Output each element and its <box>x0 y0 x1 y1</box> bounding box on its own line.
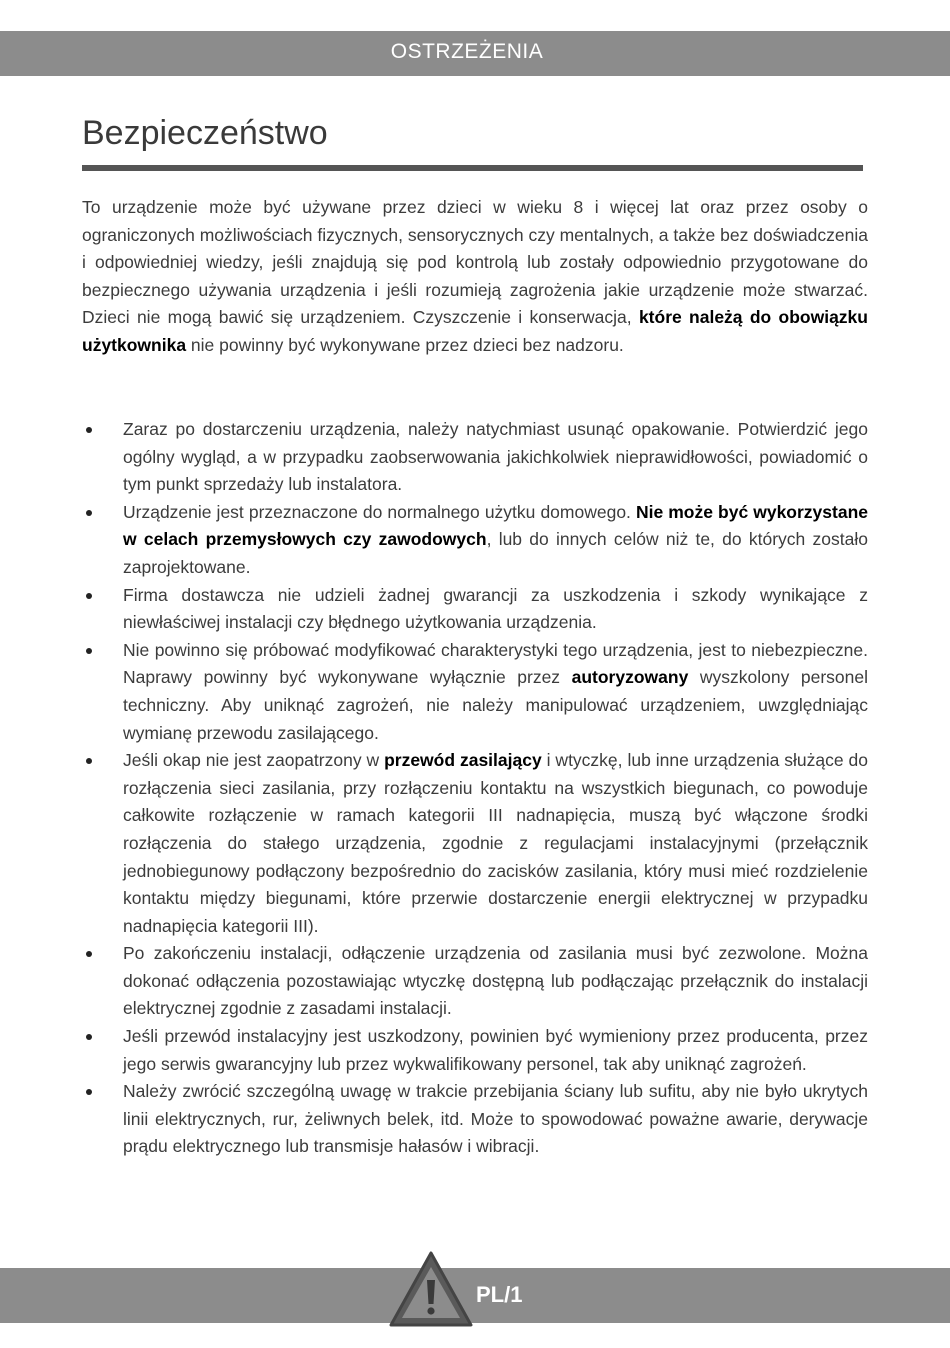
warning-item <box>82 499 868 582</box>
warning-text: Jeśli przewód instalacyjny jest uszkodzony, powinien być wymieniony przez producenta, przez jego serwis gwarancyjny lub przez wykwalifikowany personel, tak aby uniknąć zagrożeń. <box>123 1026 868 1074</box>
page-title: Bezpieczeństwo <box>82 114 328 152</box>
warning-text-end: i wtyczkę, lub inne urządzenia służące do rozłączenia sieci zasilania, przy rozłączeniu kontaktu na wszystkich biegunach, co powoduje całkowite rozłączenie w ramach kategorii III nadnapięcia, muszą być włączone środki rozłączenia do stałego urządzenia, zgodnie z regulacjami instalacyjnymi (przełącznik jednobiegunowy podłączony bezpośrednio do zacisków zasilania, który musi mieć rozdzielenie kontaktu między biegunami, które przerwie dostarczenie energii elektrycznej w przypadku nadnapięcia kategorii III). <box>123 750 868 936</box>
warning-text: Firma dostawcza nie udzieli żadnej gwarancji za uszkodzenia i szkody wynikające z niewłaściwej instalacji czy błędnego użytkowania urządzenia. <box>123 584 868 633</box>
warning-emphasis: autoryzowany <box>571 667 689 688</box>
bullet-dot-icon <box>86 951 92 957</box>
warning-text: Zaraz po dostarczeniu urządzenia, należy natychmiast usunąć opakowanie. Potwierdzić jego ogólny wygląd, a w przypadku zaobserwowania jakichkolwiek nieprawidłowości, powiadomić o tym punkt sprzedaży lub instalatora. <box>123 419 868 495</box>
warning-text: Należy zwrócić szczególną uwagę w trakcie przebijania ściany lub sufitu, aby nie było ukrytych linii elektrycznych, rur, żeliwnych belek, itd. Może to spowodować poważne awarie, derywacje prądu elektrycznego lub transmisje hałasów i wibracji. <box>123 1081 868 1157</box>
title-divider <box>82 165 863 171</box>
warning-item <box>82 416 868 499</box>
intro-paragraph <box>82 194 868 360</box>
warning-emphasis: przewód zasilający <box>384 750 542 771</box>
warning-item <box>82 1078 868 1161</box>
bullet-dot-icon <box>86 427 92 433</box>
warning-emphasis: Nie może być wykorzystane w celach przemysłowych czy zawodowych <box>123 501 868 550</box>
warning-text: Urządzenie jest przeznaczone do normalnego użytku domowego. <box>123 501 636 522</box>
bullet-dot-icon <box>86 1089 92 1095</box>
bullet-dot-icon <box>86 758 92 764</box>
warning-text: Nie powinno się próbować modyfikować charakterystyki tego urządzenia, jest to niebezpieczne. Naprawy powinny być wykonywane wyłącznie przez <box>123 639 868 688</box>
footer-bar <box>0 1268 950 1323</box>
bullet-dot-icon <box>86 648 92 654</box>
warning-item <box>82 582 868 637</box>
warning-text: Jeśli okap nie jest zaopatrzony w <box>123 750 385 771</box>
warning-text-end: , lub do innych celów niż te, do których zostało zaprojektowane. <box>123 529 868 577</box>
page-number: PL/1 <box>476 1282 523 1307</box>
intro-text-end: nie powinny być wykonywane przez dzieci bez nadzoru. <box>186 334 624 355</box>
warning-item <box>82 1023 868 1078</box>
warning-text-end: wyszkolony personel techniczny. Aby uniknąć zagrożeń, nie należy manipulować urządzeniem, uwzględniając wymianę przewodu zasilającego. <box>123 667 869 743</box>
warning-triangle-icon <box>388 1250 474 1328</box>
warning-item <box>82 747 868 940</box>
warning-text: Po zakończeniu instalacji, odłączenie urządzenia od zasilania musi być zezwolone. Można dokonać odłączenia pozostawiając wtyczkę dostępną lub podłączając przełącznik do instalacji elektrycznej zgodnie z zasadami instalacji. <box>123 943 868 1019</box>
warning-item <box>82 637 868 747</box>
intro-text: To urządzenie może być używane przez dzieci w wieku 8 i więcej lat oraz przez osoby o ograniczonych możliwościach fizycznych, sensorycznych czy mentalnych, a także bez doświadczenia i odpowiedniej wiedzy, jeśli znajdują się pod kontrolą lub zostały odpowiednio przygotowane do bezpiecznego używania urządzenia i jeśli rozumieją zagrożenia jakie urządzenie może stwarzać. Dzieci nie mogą bawić się urządzeniem. Czyszczenie i konserwacja, <box>82 197 868 328</box>
bullet-dot-icon <box>86 1034 92 1040</box>
intro-emphasis: które należą do obowiązku użytkownika <box>82 307 868 355</box>
warning-item <box>82 940 868 1023</box>
header-title: OSTRZEŻENIA <box>390 40 544 63</box>
bullet-dot-icon <box>86 593 92 599</box>
bullet-dot-icon <box>86 510 92 516</box>
warning-list <box>82 416 868 1161</box>
